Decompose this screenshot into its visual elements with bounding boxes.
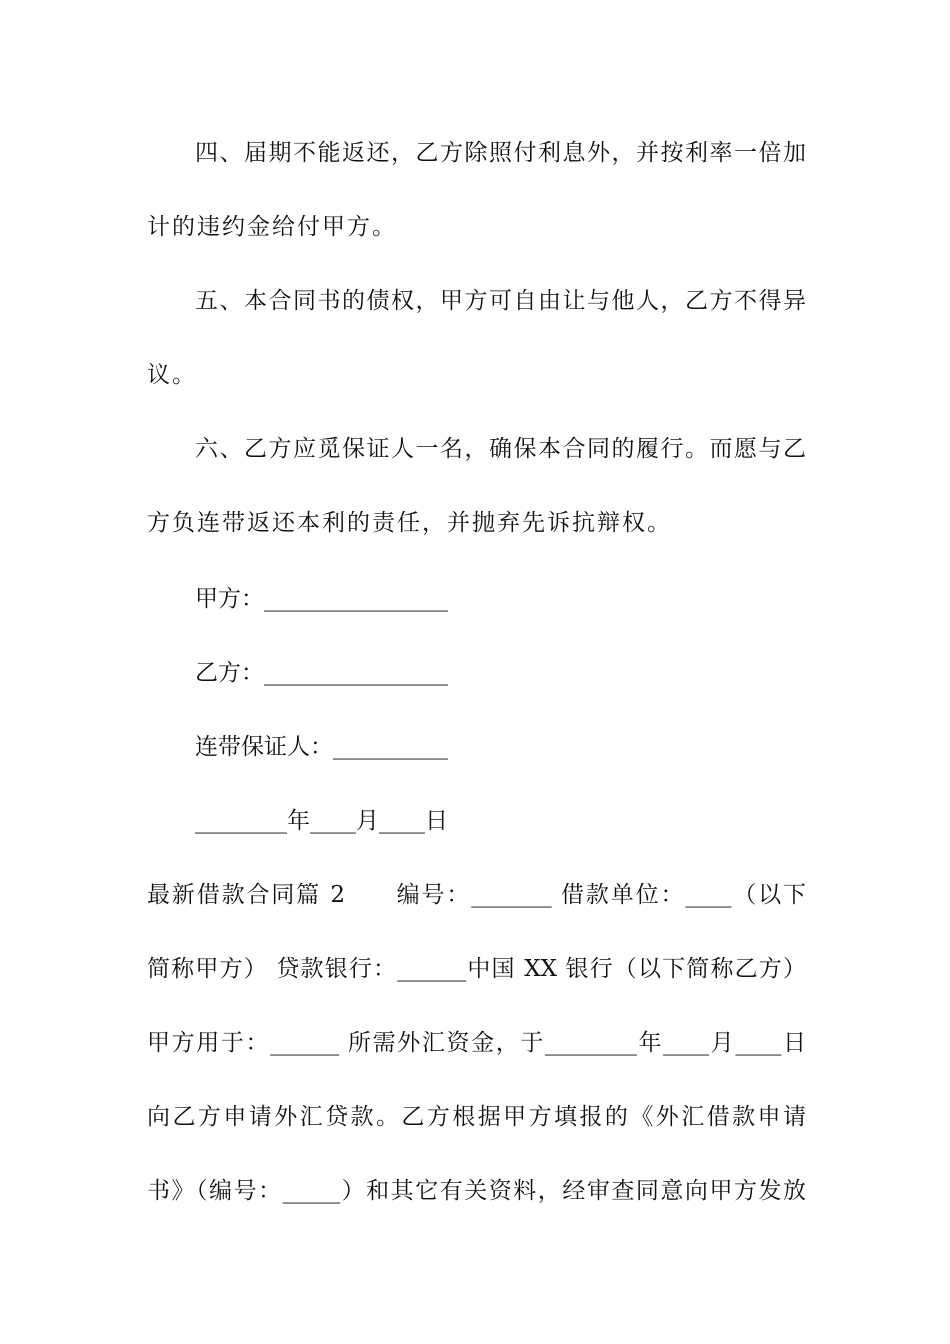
contract-2-line-2: 简称甲方） 贷款银行：______中国 XX 银行（以下简称乙方） <box>147 956 806 982</box>
clause-5-line-2: 议。 <box>147 362 197 388</box>
signature-party-b: 乙方：________________ <box>195 660 448 686</box>
clause-4-line-1: 四、届期不能返还，乙方除照付利息外，并按利率一倍加 <box>195 140 806 166</box>
clause-4-line-2: 计的违约金给付甲方。 <box>147 214 397 240</box>
clause-6-line-2: 方负连带返还本利的责任，并抛弃先诉抗辩权。 <box>147 510 672 536</box>
signature-party-a: 甲方：________________ <box>195 586 448 612</box>
signature-date: ________年____月____日 <box>195 808 448 834</box>
clause-5-line-1: 五、本合同书的债权，甲方可自由让与他人，乙方不得异 <box>195 288 806 314</box>
contract-2-line-5: 书》（编号：_____）和其它有关资料，经审查同意向甲方发放 <box>147 1178 806 1204</box>
contract-2-line-4: 向乙方申请外汇贷款。乙方根据甲方填报的《外汇借款申请 <box>147 1104 806 1130</box>
clause-6-line-1: 六、乙方应觅保证人一名，确保本合同的履行。而愿与乙 <box>195 436 806 462</box>
signature-guarantor: 连带保证人：__________ <box>195 734 448 760</box>
contract-2-line-1: 最新借款合同篇 2 编号：_______ 借款单位：____（以下 <box>147 882 806 908</box>
contract-2-line-3: 甲方用于：______ 所需外汇资金，于________年____月____日 <box>147 1030 806 1056</box>
